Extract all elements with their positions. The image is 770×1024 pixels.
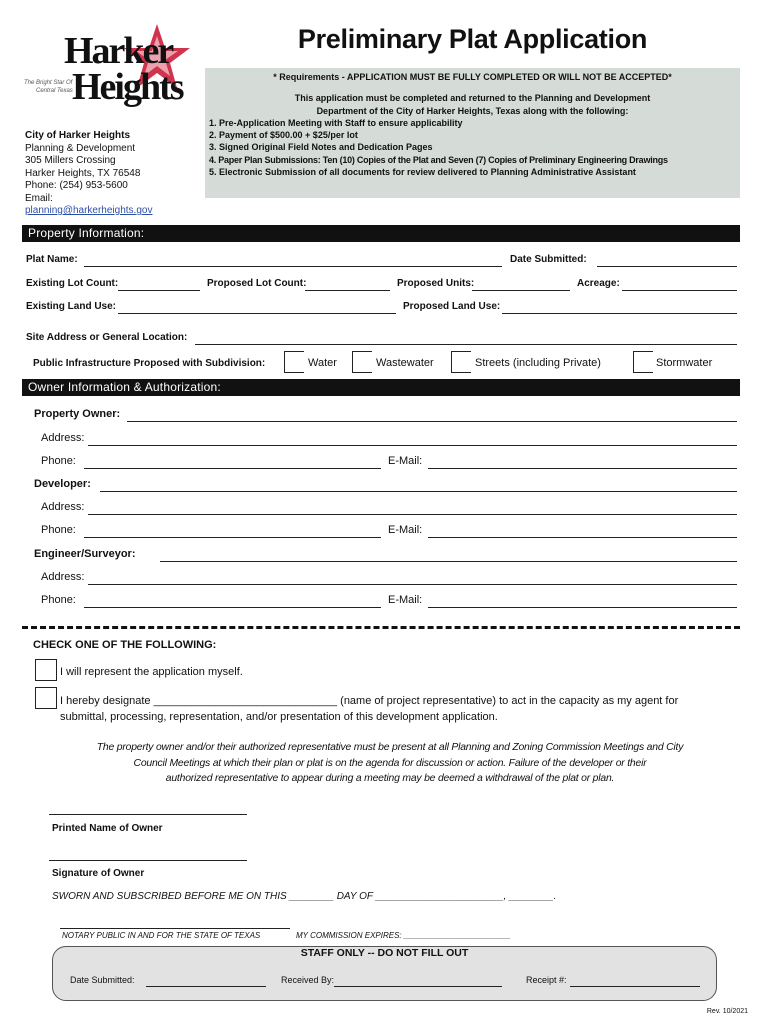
office-dept: Planning & Development bbox=[25, 142, 136, 154]
site-address-field[interactable] bbox=[195, 344, 737, 345]
notary-signature-field[interactable] bbox=[60, 928, 290, 929]
notice-line: authorized representative to appear during a meeting may be deemed a withdrawal of the plat or plan. bbox=[165, 773, 615, 784]
self-represent-label: I will represent the application myself. bbox=[60, 666, 243, 678]
office-email-link[interactable]: planning@harkerheights.gov bbox=[25, 205, 153, 216]
existing-lot-count-field[interactable] bbox=[118, 290, 200, 291]
notice-line: Council Meetings at which their plan or plat is on the agenda for discussion or action. Failure of the developer or their bbox=[133, 757, 647, 769]
property-owner-label: Property Owner: bbox=[34, 408, 121, 420]
proposed-lot-count-label: Proposed Lot Count: bbox=[207, 278, 307, 289]
owner-phone-field[interactable] bbox=[84, 468, 381, 469]
stormwater-checkbox[interactable] bbox=[633, 351, 653, 373]
office-street: 305 Millers Crossing bbox=[25, 155, 116, 166]
developer-email-field[interactable] bbox=[428, 537, 737, 538]
acreage-field[interactable] bbox=[622, 290, 737, 291]
owner-address-label: Address: bbox=[41, 432, 85, 444]
staff-received-field[interactable] bbox=[334, 986, 502, 987]
page-title: Preliminary Plat Application bbox=[297, 24, 648, 54]
developer-label: Developer: bbox=[34, 478, 91, 490]
engineer-phone-label: Phone: bbox=[41, 594, 76, 606]
requirement-item: 4. Paper Plan Submissions: Ten (10) Copies of the Plat and Seven (7) Copies of Preliminary Engineering Drawings bbox=[209, 154, 668, 165]
staff-receipt-label: Receipt #: bbox=[526, 975, 567, 985]
wastewater-checkbox[interactable] bbox=[352, 351, 372, 373]
developer-field[interactable] bbox=[100, 491, 737, 492]
existing-lot-count-label: Existing Lot Count: bbox=[26, 278, 119, 289]
office-info bbox=[25, 130, 152, 218]
plat-name-label: Plat Name: bbox=[26, 254, 78, 265]
requirements-intro-1: This application must be completed and returned to the Planning and Development bbox=[294, 93, 651, 104]
proposed-units-field[interactable] bbox=[472, 290, 570, 291]
designate-agent-label-1: I hereby designate ______________________________ (name of project representative) to act in the capacity as my agent for bbox=[60, 695, 679, 707]
proposed-lot-count-field[interactable] bbox=[305, 290, 390, 291]
property-section-header: Property Information: bbox=[22, 225, 740, 242]
engineer-email-field[interactable] bbox=[428, 607, 737, 608]
dashed-divider bbox=[22, 626, 740, 629]
designate-agent-checkbox[interactable] bbox=[35, 687, 57, 709]
developer-address-field[interactable] bbox=[88, 514, 737, 515]
requirement-item: 2. Payment of $500.00 + $25/per lot bbox=[209, 130, 358, 141]
office-phone: Phone: (254) 953-5600 bbox=[25, 180, 128, 191]
logo-line2: Heights bbox=[72, 66, 183, 108]
date-submitted-field[interactable] bbox=[597, 266, 737, 267]
developer-phone-label: Phone: bbox=[41, 524, 76, 536]
proposed-land-use-label: Proposed Land Use: bbox=[403, 301, 501, 312]
printed-name-label: Printed Name of Owner bbox=[52, 823, 163, 834]
wastewater-label: Wastewater bbox=[376, 357, 434, 369]
engineer-phone-field[interactable] bbox=[84, 607, 381, 608]
plat-name-field[interactable] bbox=[84, 266, 502, 267]
streets-label: Streets (including Private) bbox=[475, 357, 601, 369]
requirements-heading: * Requirements - APPLICATION MUST BE FULLY COMPLETED OR WILL NOT BE ACCEPTED* bbox=[273, 72, 672, 82]
printed-name-field[interactable] bbox=[49, 814, 247, 815]
engineer-email-label: E-Mail: bbox=[388, 594, 423, 606]
office-city: Harker Heights, TX 76548 bbox=[25, 167, 141, 179]
developer-address-label: Address: bbox=[41, 501, 85, 513]
streets-checkbox[interactable] bbox=[451, 351, 471, 373]
requirements-intro-2: Department of the City of Harker Heights, Texas along with the following: bbox=[316, 105, 629, 116]
owner-phone-label: Phone: bbox=[41, 455, 76, 467]
existing-land-use-field[interactable] bbox=[118, 313, 396, 314]
commission-expires-label: MY COMMISSION EXPIRES: ________________________ bbox=[296, 931, 511, 940]
logo-tagline1: The Bright Star Of bbox=[24, 80, 73, 86]
sworn-statement: SWORN AND SUBSCRIBED BEFORE ME ON THIS ________ DAY OF _______________________, ________. bbox=[52, 891, 557, 902]
water-checkbox[interactable] bbox=[284, 351, 304, 373]
engineer-field[interactable] bbox=[160, 561, 737, 562]
proposed-units-label: Proposed Units: bbox=[397, 278, 475, 289]
infrastructure-label: Public Infrastructure Proposed with Subdivision: bbox=[33, 358, 266, 369]
engineer-label: Engineer/Surveyor: bbox=[34, 548, 136, 560]
staff-date-field[interactable] bbox=[146, 986, 266, 987]
self-represent-checkbox[interactable] bbox=[35, 659, 57, 681]
logo-line1: Harker bbox=[64, 30, 173, 72]
owner-email-label: E-Mail: bbox=[388, 455, 423, 467]
requirement-item: 5. Electronic Submission of all documents for review delivered to Planning Administrative Assistant bbox=[209, 167, 636, 178]
stormwater-label: Stormwater bbox=[656, 357, 713, 369]
office-email-label: Email: bbox=[25, 192, 53, 204]
designate-agent-label-2: submittal, processing, representation, and/or presentation of this development application. bbox=[60, 711, 498, 723]
engineer-address-field[interactable] bbox=[88, 584, 737, 585]
requirements-box bbox=[205, 68, 740, 198]
city-logo bbox=[22, 22, 192, 122]
acreage-label: Acreage: bbox=[577, 278, 620, 289]
office-name: City of Harker Heights bbox=[25, 130, 131, 141]
signature-label: Signature of Owner bbox=[52, 868, 145, 879]
developer-phone-field[interactable] bbox=[84, 537, 381, 538]
attendance-notice bbox=[40, 740, 740, 787]
staff-receipt-field[interactable] bbox=[570, 986, 700, 987]
requirement-item: 3. Signed Original Field Notes and Dedication Pages bbox=[209, 142, 433, 153]
owner-section-header: Owner Information & Authorization: bbox=[22, 379, 740, 396]
water-label: Water bbox=[308, 357, 337, 369]
owner-email-field[interactable] bbox=[428, 468, 737, 469]
owner-address-field[interactable] bbox=[88, 445, 737, 446]
proposed-land-use-field[interactable] bbox=[502, 313, 737, 314]
notice-line: The property owner and/or their authorized representative must be present at all Planning and Zoning Commission Meetings and City bbox=[96, 742, 684, 753]
check-heading: CHECK ONE OF THE FOLLOWING: bbox=[33, 639, 217, 651]
revision-label: Rev. 10/2021 bbox=[706, 1008, 748, 1015]
staff-received-label: Received By: bbox=[281, 975, 335, 985]
signature-field[interactable] bbox=[49, 860, 247, 861]
date-submitted-label: Date Submitted: bbox=[510, 254, 587, 265]
property-owner-field[interactable] bbox=[127, 421, 737, 422]
existing-land-use-label: Existing Land Use: bbox=[26, 301, 117, 312]
developer-email-label: E-Mail: bbox=[388, 524, 423, 536]
logo-tagline2: Central Texas bbox=[36, 88, 73, 94]
staff-only-header: STAFF ONLY -- DO NOT FILL OUT bbox=[300, 947, 469, 959]
requirement-item: 1. Pre-Application Meeting with Staff to ensure applicability bbox=[209, 117, 463, 128]
staff-date-label: Date Submitted: bbox=[70, 975, 135, 985]
notary-label: NOTARY PUBLIC IN AND FOR THE STATE OF TEXAS bbox=[62, 931, 261, 940]
site-address-label: Site Address or General Location: bbox=[26, 332, 188, 343]
engineer-address-label: Address: bbox=[41, 571, 85, 583]
